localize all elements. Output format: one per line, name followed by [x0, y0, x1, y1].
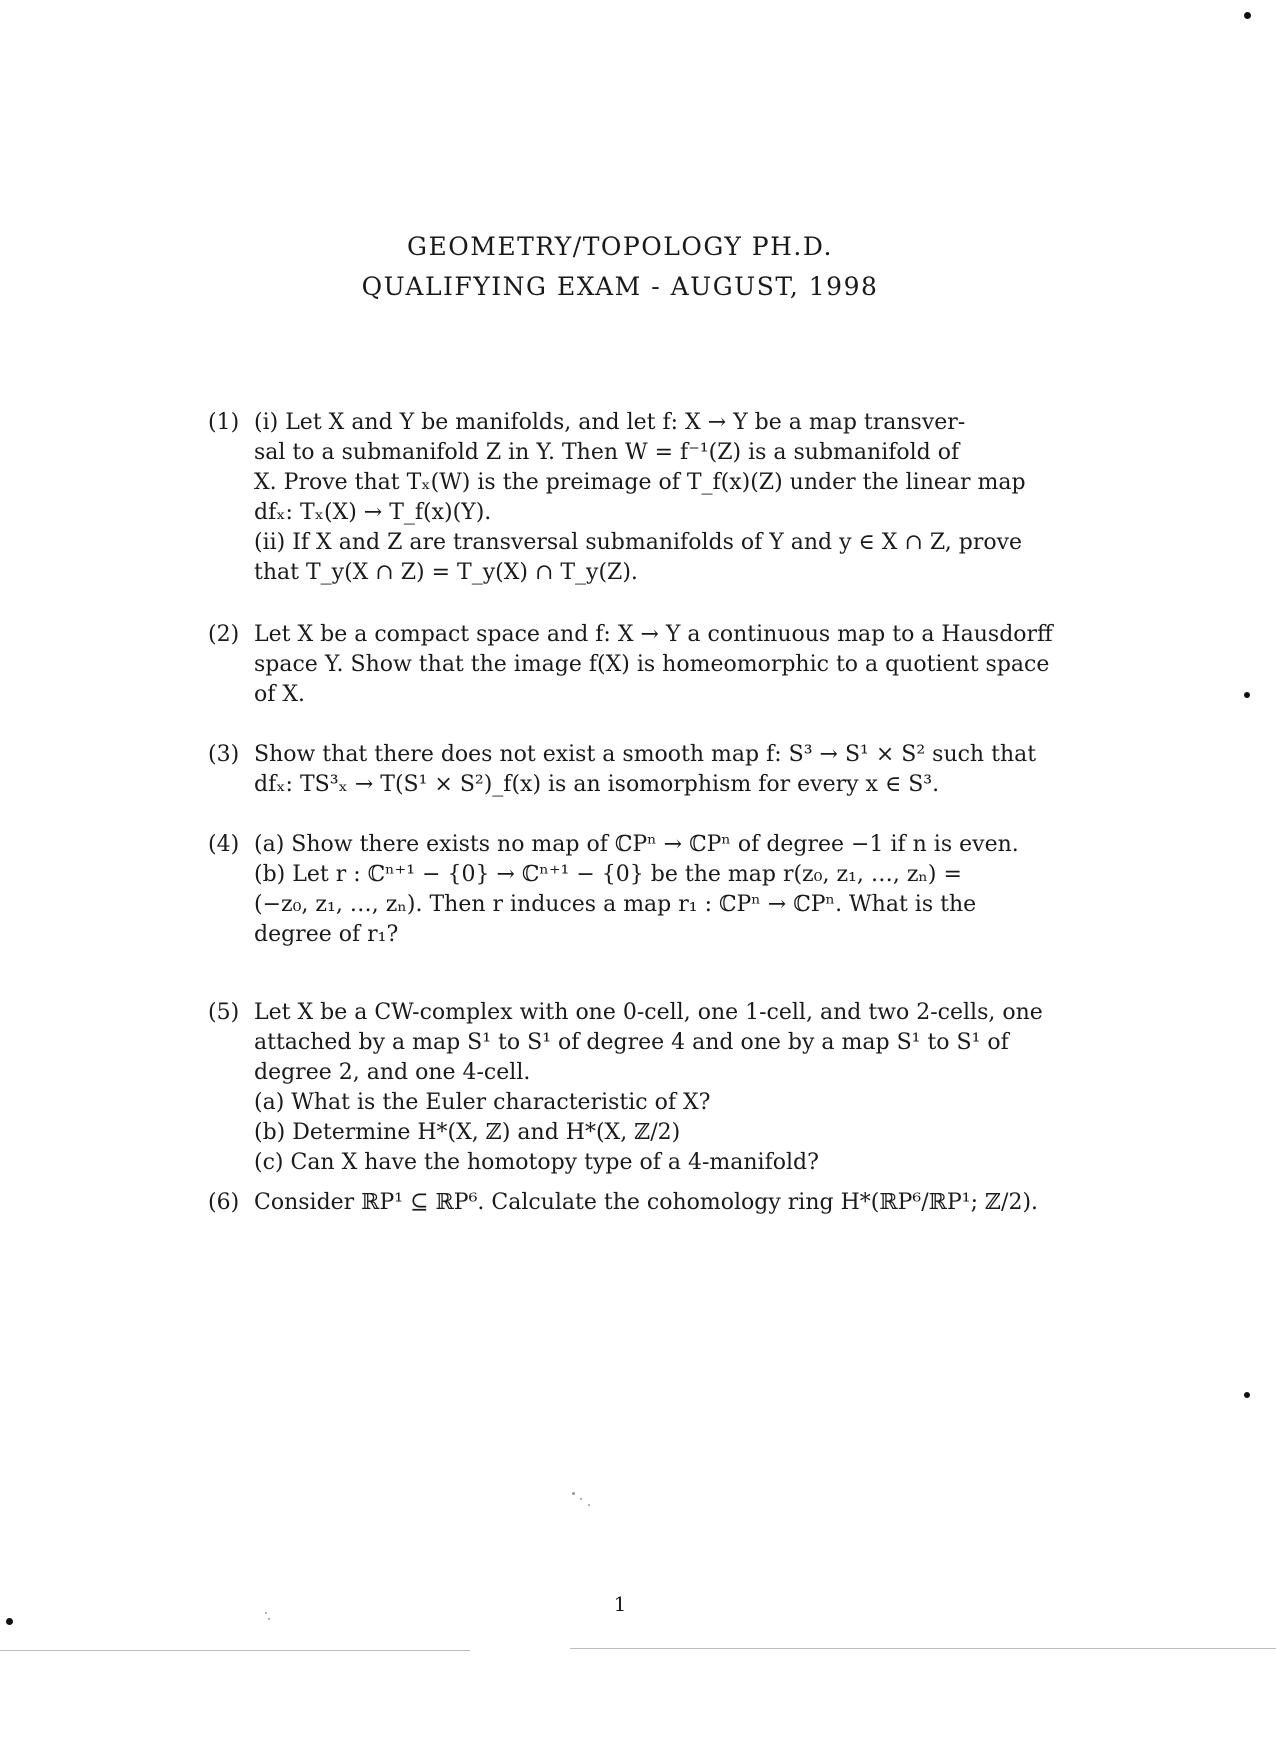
problem-line: attached by a map S¹ to S¹ of degree 4 and one by a map S¹ to S¹ of [254, 1030, 1009, 1055]
problem-line: degree 2, and one 4-cell. [254, 1060, 531, 1085]
scan-edge-line [570, 1648, 1276, 1649]
problem-line: Consider ℝP¹ ⊆ ℝP⁶. Calculate the cohomology ring H*(ℝP⁶/ℝP¹; ℤ/2). [254, 1190, 1039, 1215]
problem-line: (i) Let X and Y be manifolds, and let f: X → Y be a map transver- [254, 410, 966, 435]
problem-1 [208, 408, 1078, 588]
problem-number: (6) [208, 1190, 240, 1215]
scan-speck [1244, 692, 1250, 698]
problem-line: X. Prove that Tₓ(W) is the preimage of T_f(x)(Z) under the linear map [254, 470, 1026, 495]
scan-speck [268, 1618, 270, 1620]
scan-speck [580, 1498, 582, 1500]
scan-speck [1244, 1392, 1250, 1398]
problem-line: space Y. Show that the image f(X) is homeomorphic to a quotient space [254, 652, 1050, 677]
problem-line: Show that there does not exist a smooth map f: S³ → S¹ × S² such that [254, 742, 1037, 767]
problem-number: (4) [208, 832, 240, 857]
page-number: 1 [613, 1592, 627, 1616]
problem-number: (3) [208, 742, 240, 767]
problem-line: dfₓ: Tₓ(X) → T_f(x)(Y). [254, 500, 492, 525]
problem-3 [208, 740, 1078, 800]
scan-edge-line [0, 1650, 470, 1651]
scan-speck [572, 1492, 575, 1495]
problem-line: (c) Can X have the homotopy type of a 4-manifold? [254, 1150, 819, 1175]
scan-speck [588, 1504, 590, 1506]
problem-number: (5) [208, 1000, 240, 1025]
problem-text [254, 408, 1078, 588]
problem-number: (2) [208, 622, 240, 647]
problem-number: (1) [208, 410, 240, 435]
problem-text [254, 830, 1078, 950]
problem-line: degree of r₁? [254, 922, 399, 947]
problem-list [208, 408, 1078, 1218]
problem-text [254, 740, 1078, 800]
problem-line: Let X be a compact space and f: X → Y a continuous map to a Hausdorff [254, 622, 1053, 647]
problem-line: Let X be a CW-complex with one 0-cell, one 1-cell, and two 2-cells, one [254, 1000, 1043, 1025]
problem-2 [208, 620, 1078, 710]
exam-title-line1: GEOMETRY/TOPOLOGY PH.D. [407, 232, 833, 261]
problem-text [254, 998, 1078, 1178]
problem-5 [208, 998, 1078, 1178]
problem-text [254, 620, 1078, 710]
scan-speck [6, 1618, 13, 1625]
problem-4 [208, 830, 1078, 950]
problem-line: (ii) If X and Z are transversal submanifolds of Y and y ∈ X ∩ Z, prove [254, 530, 1023, 555]
problem-line: (b) Determine H*(X, ℤ) and H*(X, ℤ/2) [254, 1120, 681, 1145]
problem-line: (−z₀, z₁, …, zₙ). Then r induces a map r₁ : ℂPⁿ → ℂPⁿ. What is the [254, 892, 977, 917]
problem-line: (a) What is the Euler characteristic of X? [254, 1090, 711, 1115]
problem-line: that T_y(X ∩ Z) = T_y(X) ∩ T_y(Z). [254, 560, 638, 585]
exam-title-line2: QUALIFYING EXAM - AUGUST, 1998 [361, 272, 879, 301]
problem-line: (b) Let r : ℂⁿ⁺¹ − {0} → ℂⁿ⁺¹ − {0} be the map r(z₀, z₁, …, zₙ) = [254, 862, 962, 887]
problem-line: (a) Show there exists no map of ℂPⁿ → ℂPⁿ of degree −1 if n is even. [254, 832, 1019, 857]
scan-speck [1244, 12, 1251, 19]
problem-text [254, 1188, 1078, 1218]
problem-line: sal to a submanifold Z in Y. Then W = f⁻¹(Z) is a submanifold of [254, 440, 960, 465]
problem-line: of X. [254, 682, 306, 707]
problem-6 [208, 1188, 1078, 1218]
problem-line: dfₓ: TS³ₓ → T(S¹ × S²)_f(x) is an isomorphism for every x ∈ S³. [254, 772, 940, 797]
scan-speck [265, 1612, 267, 1614]
